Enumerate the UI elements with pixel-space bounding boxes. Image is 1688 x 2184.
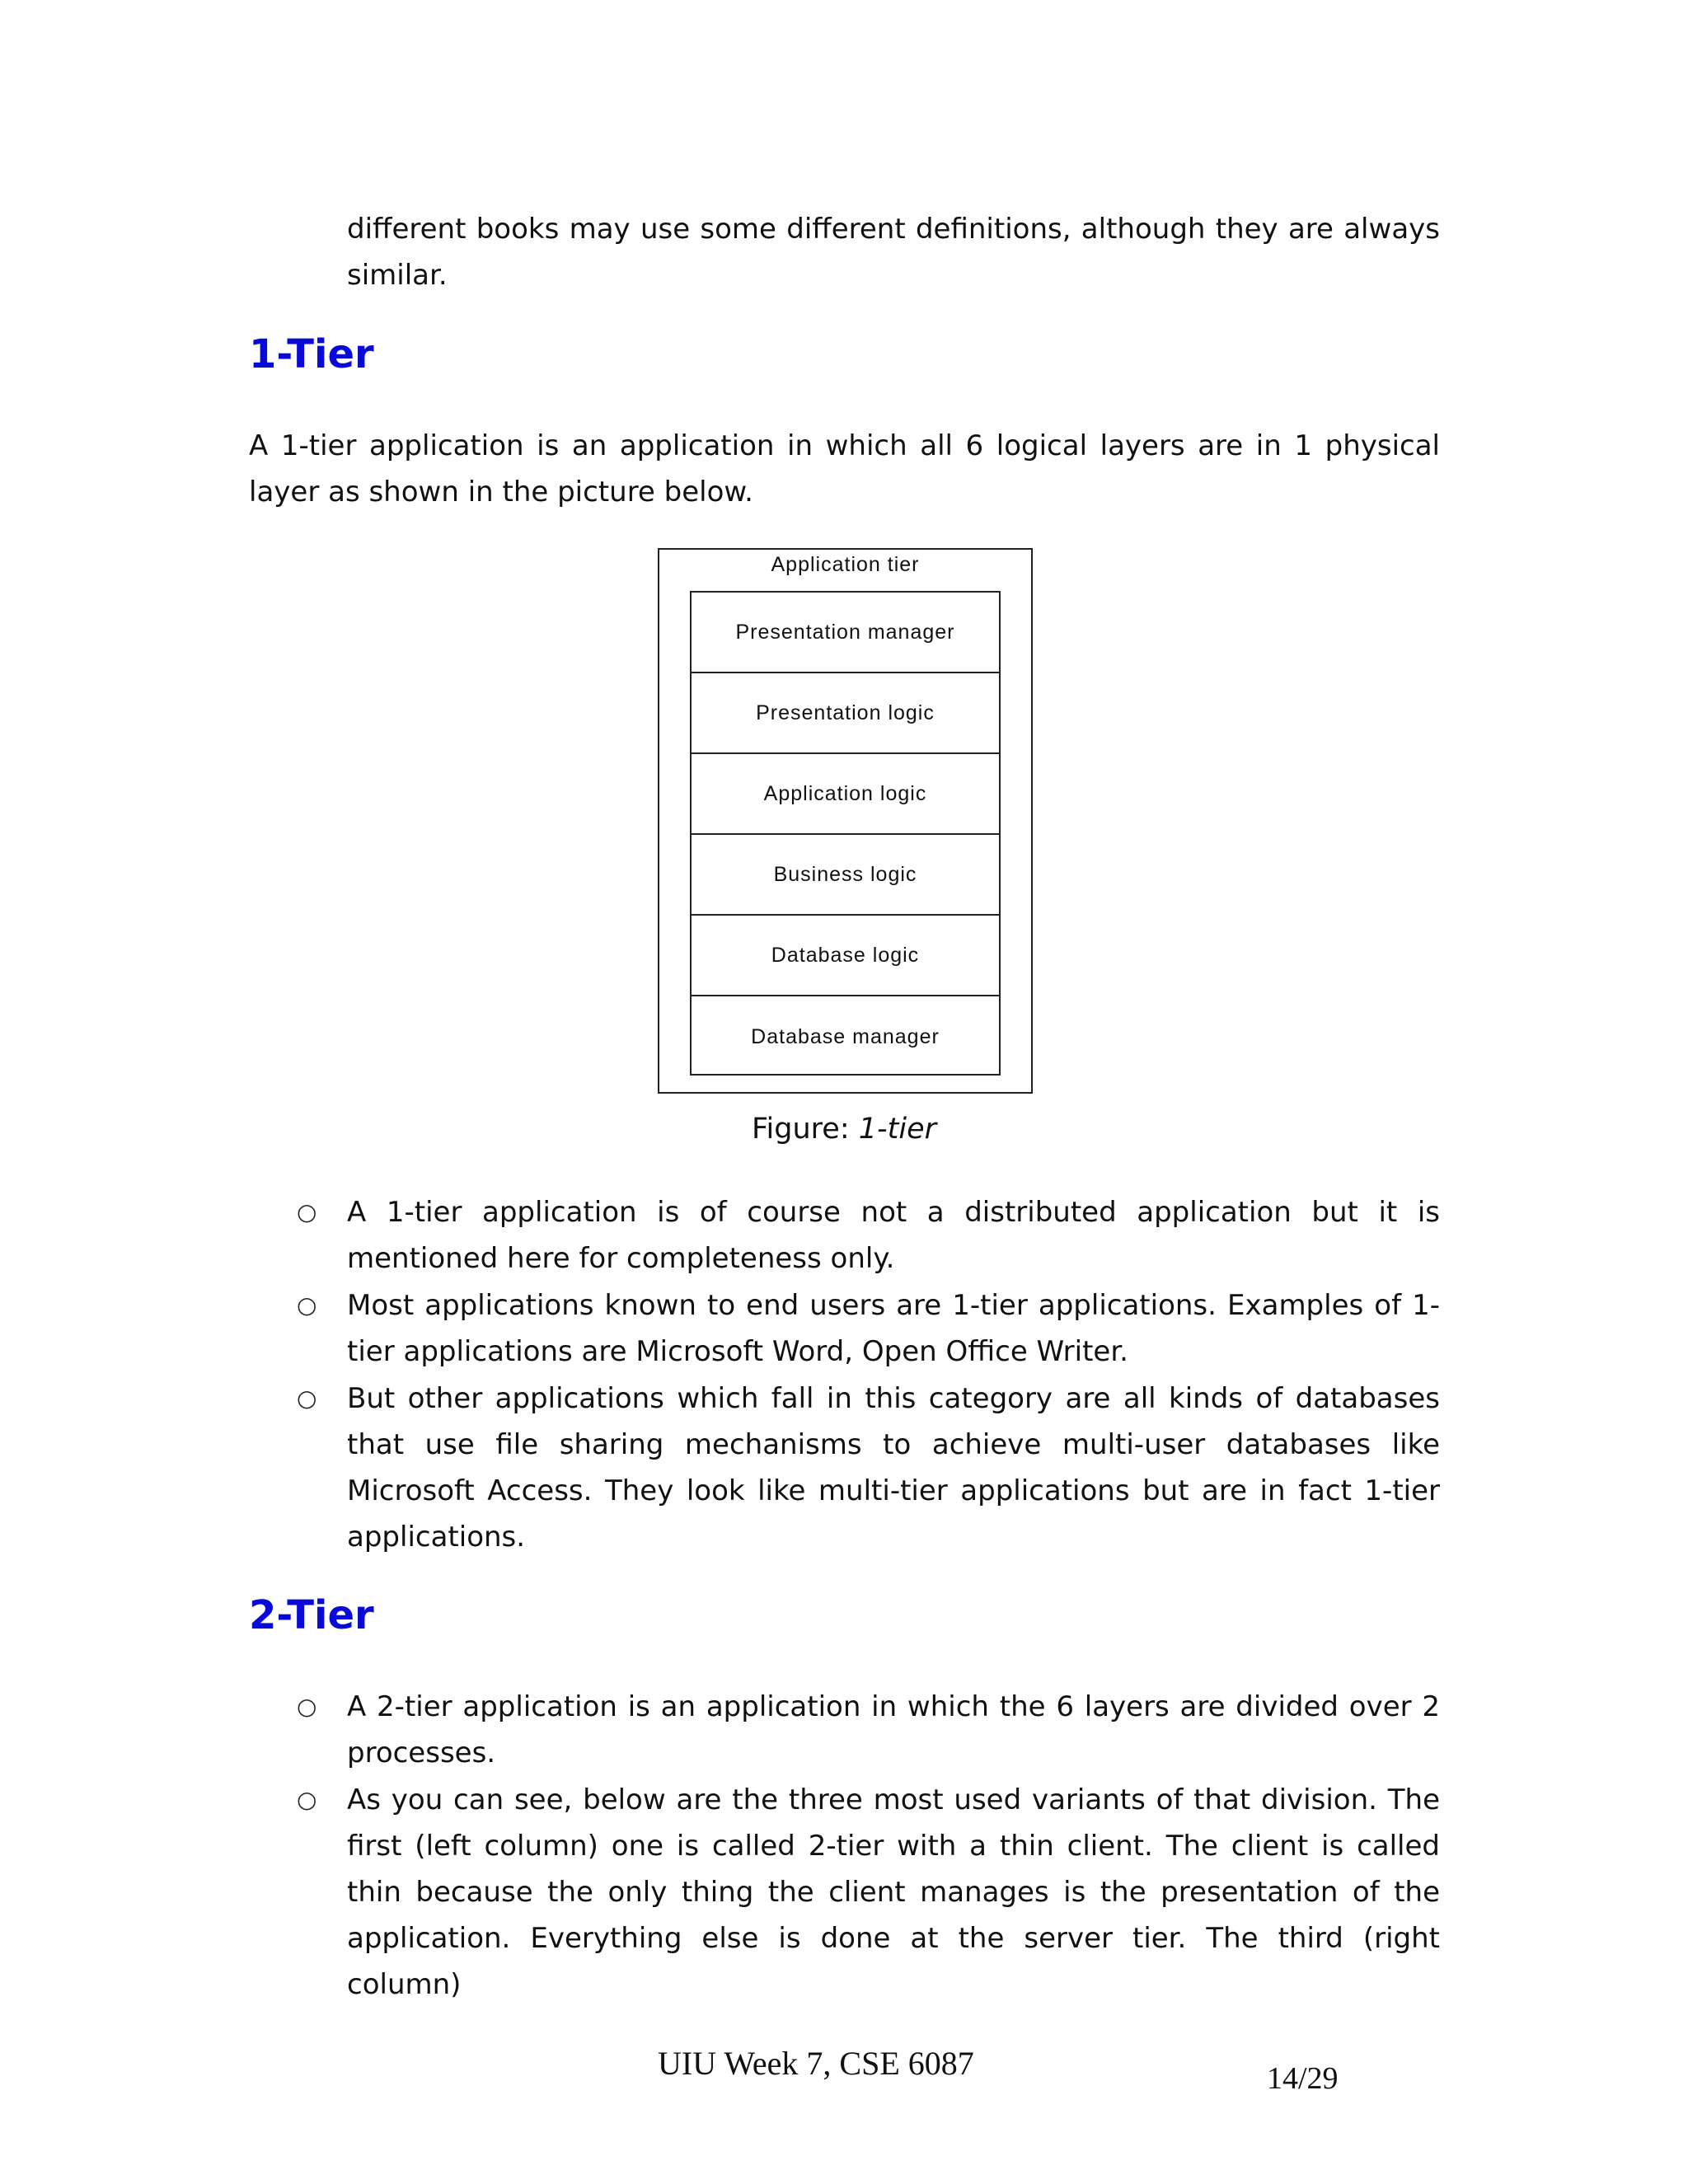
bullet-symbol: ○ [297, 1693, 317, 1720]
caption-prefix: Figure: [751, 1113, 859, 1146]
bullet-symbol: ○ [297, 1786, 317, 1813]
bullet-symbol: ○ [297, 1198, 317, 1226]
list-item: But other applications which fall in this category are all kinds of databases that use file sharing mechanisms to achieve multi-user databases like Microsoft Access. They look like multi-tier applications but are in fact 1-tier applications. [347, 1382, 1440, 1554]
section1-paragraph: A 1-tier application is an application in which all 6 logical layers are in 1 physical layer as shown in the picture below. [249, 429, 1440, 509]
bullet-symbol: ○ [297, 1291, 317, 1319]
footer-page-number: 14/29 [1267, 2061, 1339, 2096]
list-item: A 1-tier application is of course not a distributed application but it is mentioned here for completeness only. [347, 1196, 1440, 1275]
layer-stack [690, 591, 1001, 1076]
list-item: A 2-tier application is an application in which the 6 layers are divided over 2 processes. [347, 1690, 1440, 1769]
section-heading-1-tier: 1-Tier [249, 331, 374, 377]
layer-box: Presentation logic [692, 673, 999, 754]
list-item: Most applications known to end users are 1-tier applications. Examples of 1-tier applications are Microsoft Word, Open Office Writer. [347, 1289, 1440, 1368]
layer-box: Database manager [751, 1024, 940, 1048]
layer-box: Presentation manager [692, 593, 999, 673]
intro-paragraph: different books may use some different definitions, although they are always similar. [347, 213, 1440, 292]
diagram-title: Application tier [771, 553, 920, 576]
figure-caption [0, 1106, 1688, 1152]
layer-box: Business logic [692, 835, 999, 916]
caption-italic: 1-tier [858, 1113, 937, 1146]
bullet-symbol: ○ [297, 1385, 317, 1412]
one-tier-diagram [658, 548, 1033, 1094]
section-heading-2-tier: 2-Tier [249, 1592, 374, 1638]
list-item: As you can see, below are the three most used variants of that division. The first (left column) one is called 2-tier with a thin client. The client is called thin because the only thing the client manages is the presentation of the application. Everything else is done at the server tier. The third (right column) [347, 1783, 1440, 2001]
layer-box: Database logic [692, 916, 999, 996]
layer-box: Application logic [692, 754, 999, 835]
footer-course: UIU Week 7, CSE 6087 [658, 2045, 974, 2082]
